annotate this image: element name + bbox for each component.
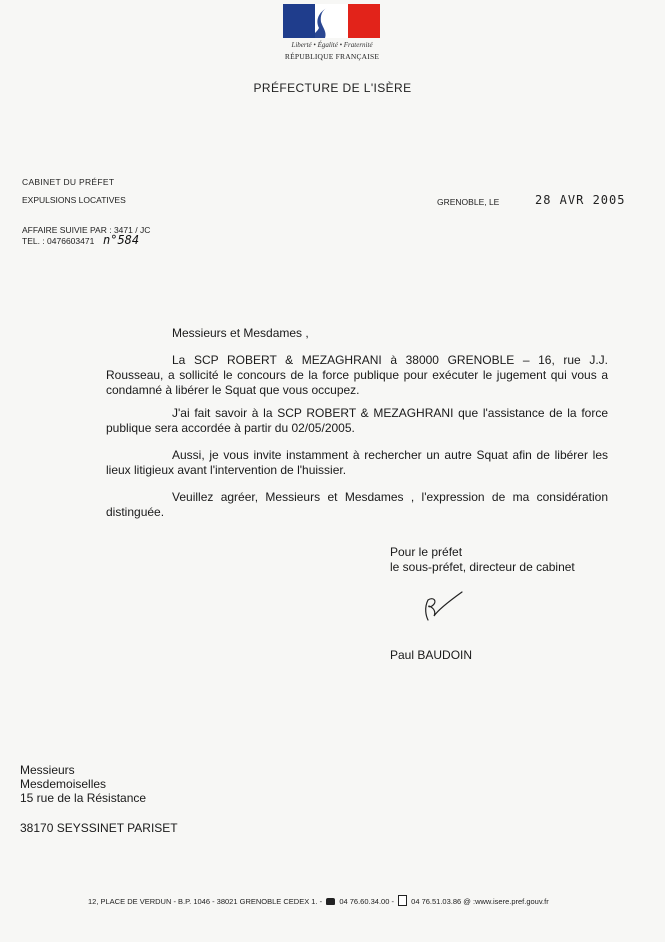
signature-title-2: le sous-préfet, directeur de cabinet	[390, 560, 575, 574]
phone-icon	[326, 898, 335, 905]
republic-motto: Liberté • Égalité • Fraternité	[291, 41, 373, 49]
handwritten-signature	[418, 588, 482, 628]
signature-title-1: Pour le préfet	[390, 545, 463, 559]
footer-phone: 04 76.60.34.00 -	[339, 897, 394, 906]
handwritten-reference: n°584	[103, 233, 140, 247]
signatory-name: Paul BAUDOIN	[390, 648, 473, 662]
footer-fax: 04 76.51.03.86	[411, 897, 462, 906]
footer-contact	[88, 895, 549, 906]
service-label: EXPULSIONS LOCATIVES	[22, 195, 126, 205]
dateline-date: 28 AVR 2005	[535, 193, 626, 207]
marianne-logo	[283, 4, 380, 38]
footer-address: 12, PLACE DE VERDUN - B.P. 1046 - 38021 GRENOBLE CEDEX 1. -	[88, 897, 323, 906]
republic-name: RÉPUBLIQUE FRANÇAISE	[284, 52, 380, 61]
paragraph-4: Veuillez agréer, Messieurs et Mesdames , l'expression de ma considération distinguée.	[106, 490, 608, 519]
paragraph-2: J'ai fait savoir à la SCP ROBERT & MEZAGHRANI que l'assistance de la force publique sera accordée à partir du 02/05/2005.	[106, 406, 608, 435]
cabinet-label: CABINET DU PRÉFET	[22, 177, 115, 187]
paragraph-3: Aussi, je vous invite instamment à rechercher un autre Squat afin de libérer les lieux litigieux avant l'intervention de l'huissier.	[106, 448, 608, 477]
dateline-place: GRENOBLE, LE	[437, 197, 500, 207]
fax-icon	[398, 895, 407, 906]
recipient-line-2: Mesdemoiselles	[20, 777, 107, 791]
marianne-profile-icon	[283, 4, 380, 38]
tel-label: TEL. : 0476603471	[22, 236, 95, 246]
affaire-label: AFFAIRE SUIVIE PAR : 3471 / JC	[22, 225, 151, 235]
paragraph-1: La SCP ROBERT & MEZAGHRANI à 38000 GRENOBLE – 16, rue J.J. Rousseau, a sollicité le concours de la force publique pour exécuter le jugement qui vous a condamné à libérer le Squat que vous occupez.	[106, 353, 608, 397]
prefecture-title: PRÉFECTURE DE L'ISÈRE	[253, 81, 412, 95]
recipient-line-1: Messieurs	[20, 763, 75, 777]
salutation: Messieurs et Mesdames ,	[172, 326, 309, 340]
footer-web: @ :www.isere.pref.gouv.fr	[463, 897, 549, 906]
recipient-city: 38170 SEYSSINET PARISET	[20, 821, 178, 835]
recipient-line-3: 15 rue de la Résistance	[20, 791, 147, 805]
